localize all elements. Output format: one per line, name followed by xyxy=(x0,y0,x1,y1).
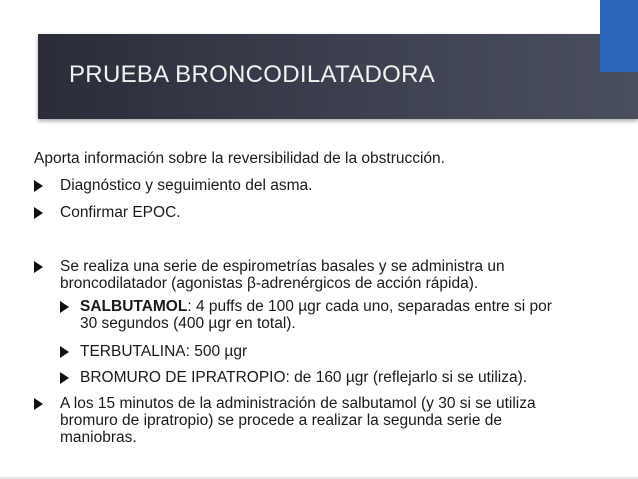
final-line-3: maniobras. xyxy=(60,429,137,446)
salbutamol-line-2: 30 segundos (400 µgr en total). xyxy=(80,315,296,332)
final-line-1: A los 15 minutos de la administración de salbutamol (y 30 si se utiliza xyxy=(60,395,536,412)
procedure-line-1: Se realiza una serie de espirometrías basales y se administra un xyxy=(60,258,505,275)
bullet-arrow-icon xyxy=(34,180,43,192)
salbutamol-detail: : 4 puffs de 100 µgr cada uno, separadas entre si por xyxy=(187,298,552,315)
bullet-arrow-icon xyxy=(60,346,69,358)
bullet-arrow-icon xyxy=(34,261,43,273)
terbutalina-text: TERBUTALINA: 500 µgr xyxy=(80,343,248,360)
salbutamol-name: SALBUTAMOL xyxy=(80,298,188,315)
intro-text: Aporta información sobre la reversibilidad de la obstrucción. xyxy=(34,150,445,167)
title-bar xyxy=(38,34,638,119)
bromuro-text: BROMURO DE IPRATROPIO: de 160 µgr (reflejarlo si se utiliza). xyxy=(80,369,528,386)
bullet-text: Diagnóstico y seguimiento del asma. xyxy=(60,177,313,194)
procedure-line-2: broncodilatador (agonistas β-adrenérgicos de acción rápida). xyxy=(60,275,479,292)
bullet-text: Confirmar EPOC. xyxy=(60,204,181,221)
bullet-arrow-icon xyxy=(34,398,43,410)
bullet-arrow-icon xyxy=(60,372,69,384)
bullet-arrow-icon xyxy=(60,301,69,313)
bullet-arrow-icon xyxy=(34,207,43,219)
salbutamol-line-1 xyxy=(80,298,552,315)
accent-block xyxy=(600,0,638,72)
final-line-2: bromuro de ipratropio) se procede a realizar la segunda serie de xyxy=(60,412,502,429)
slide-title: PRUEBA BRONCODILATADORA xyxy=(69,61,436,88)
